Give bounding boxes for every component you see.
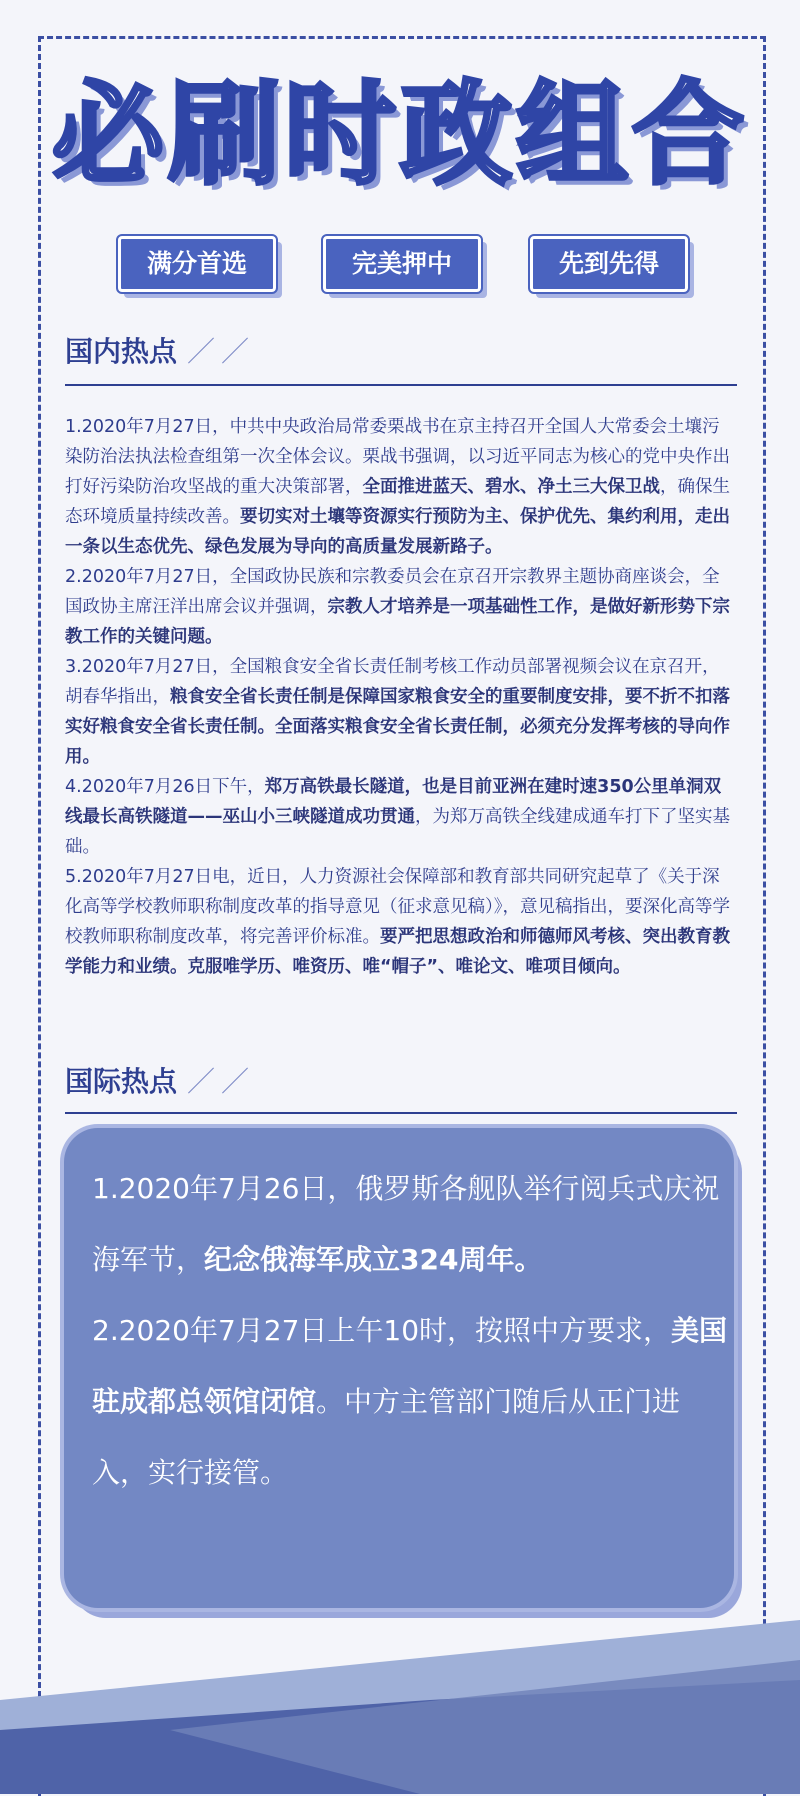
item-text: 3.2020年7月27日，全国粮食安全省长责任制考核工作动员部署视频会议在京召开，胡春华指出， — [65, 657, 720, 707]
item-text: ，确保生态环境质量持续改善。 — [65, 477, 730, 527]
item-highlight: 郑万高铁最长隧道，也是目前亚洲在建时速350公里单洞双线最长高铁隧道——巫山小三峡隧道成功贯通 — [65, 777, 722, 827]
item-highlight: 纪念俄海军成立324周年。 — [204, 1243, 543, 1276]
domestic-item-1 — [65, 412, 735, 562]
domestic-heading-text: 国内热点 — [65, 335, 178, 368]
bottom-wave-decoration — [0, 1580, 800, 1794]
item-text: 2.2020年7月27日上午10时，按照中方要求， — [92, 1314, 672, 1347]
domestic-item-4 — [65, 772, 735, 862]
badge-2: 完美押中 — [323, 236, 481, 292]
item-text: 4.2020年7月26日下午， — [65, 777, 265, 797]
international-heading — [65, 1060, 255, 1100]
item-highlight: 要严把思想政治和师德师风考核、突出教育教学能力和业绩。克服唯学历、唯资历、唯“帽子”、唯论文、唯项目倾向。 — [65, 927, 730, 977]
item-text: 5.2020年7月27日电，近日，人力资源社会保障部和教育部共同研究起草了《关于深化高等学校教师职称制度改革的指导意见（征求意见稿）》，意见稿指出，要深化高等学校教师职称制度改革，将完善评价标准。 — [65, 867, 730, 947]
slash-decoration: ／／ — [187, 1065, 256, 1098]
domestic-item-2 — [65, 562, 735, 652]
item-text: 1.2020年7月26日，俄罗斯各舰队举行阅兵式庆祝海军节， — [92, 1172, 720, 1276]
item-text: 。中方主管部门随后从正门进入，实行接管。 — [92, 1385, 681, 1489]
item-highlight: 全面推进蓝天、碧水、净土三大保卫战 — [362, 477, 660, 497]
international-divider — [65, 1112, 737, 1114]
slash-decoration: ／／ — [187, 335, 256, 368]
domestic-item-3 — [65, 652, 735, 772]
badge-3: 先到先得 — [530, 236, 688, 292]
item-highlight: 宗教人才培养是一项基础性工作，是做好新形势下宗教工作的关键问题。 — [65, 597, 730, 647]
domestic-news-list — [65, 412, 735, 982]
page-title: 必刷时政组合 — [52, 70, 748, 200]
international-heading-text: 国际热点 — [65, 1065, 178, 1098]
international-item-1 — [92, 1153, 732, 1295]
domestic-heading — [65, 330, 255, 370]
item-highlight: 美国驻成都总领馆闭馆 — [92, 1314, 728, 1418]
item-text: 1.2020年7月27日，中共中央政治局常委栗战书在京主持召开全国人大常委会土壤污染防治法执法检查组第一次全体会议。栗战书强调，以习近平同志为核心的党中央作出打好污染防治攻坚战的重大决策部署， — [65, 417, 730, 497]
item-text: 2.2020年7月27日，全国政协民族和宗教委员会在京召开宗教界主题协商座谈会，全国政协主席汪洋出席会议并强调， — [65, 567, 720, 617]
domestic-divider — [65, 384, 737, 386]
domestic-item-5 — [65, 862, 735, 982]
international-item-2 — [92, 1295, 732, 1508]
item-highlight: 粮食安全省长责任制是保障国家粮食安全的重要制度安排，要不折不扣落实好粮食安全省长责任制。全面落实粮食安全省长责任制，必须充分发挥考核的导向作用。 — [65, 687, 730, 767]
item-highlight: 要切实对土壤等资源实行预防为主、保护优先、集约利用，走出一条以生态优先、绿色发展为导向的高质量发展新路子。 — [65, 507, 730, 557]
badge-1: 满分首选 — [118, 236, 276, 292]
international-news-list — [92, 1153, 732, 1508]
item-text: ，为郑万高铁全线建成通车打下了坚实基础。 — [65, 807, 730, 857]
